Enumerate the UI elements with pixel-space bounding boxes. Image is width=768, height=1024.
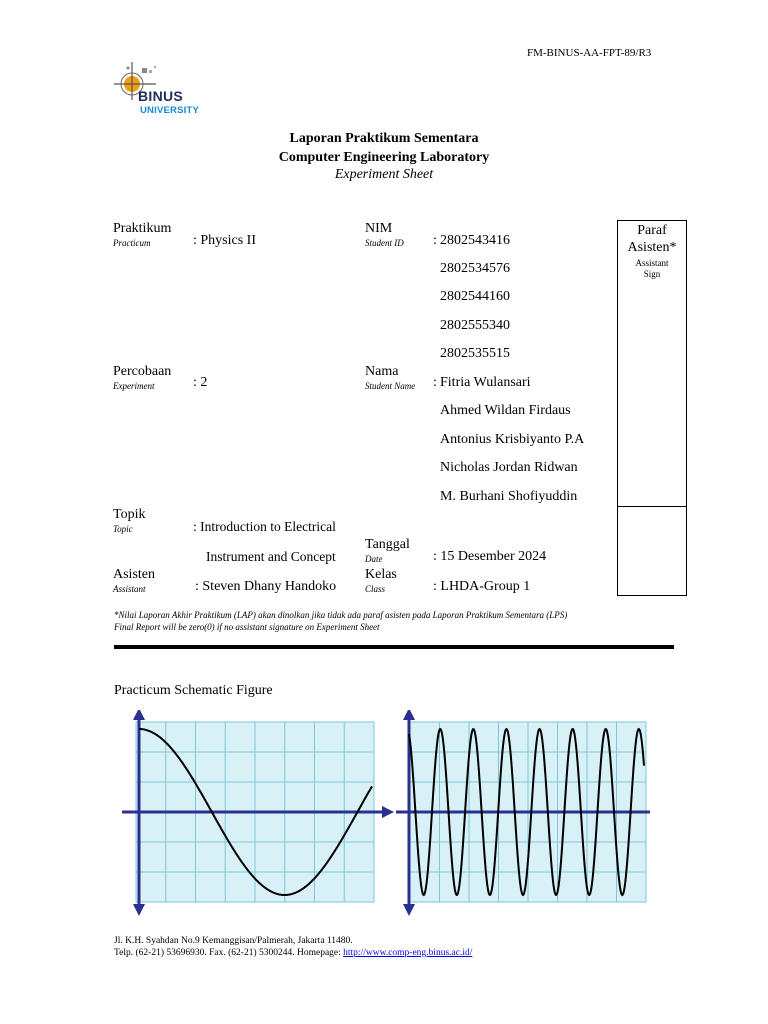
asisten-sublabel: Assistant [113,584,146,594]
schematic-figure [112,710,650,918]
right-y-axis-arrow-down [403,904,415,916]
left-x-axis-arrow [382,806,394,818]
homepage-link[interactable]: http://www.comp-eng.binus.ac.id/ [343,948,473,958]
waveform-graphs [112,710,650,918]
nim-value-2: 2802534576 [440,261,510,276]
tanggal-label: Tanggal [365,537,410,552]
schematic-title: Practicum Schematic Figure [114,683,273,698]
lab-name: Computer Engineering Laboratory [278,150,490,165]
sign-box-title-line2: Asisten* [627,240,677,255]
footer-contact-text: Telp. (62-21) 53696930. Fax. (62-21) 5300244. Homepage: [114,948,344,958]
nim-colon: : [433,233,437,248]
binus-logo [112,58,222,120]
left-y-axis-arrow-up [133,710,145,720]
nama-label: Nama [365,364,399,379]
footer-contact [114,948,472,958]
nim-value-3: 2802544160 [440,289,510,304]
topik-label: Topik [113,507,146,522]
sign-box-title-line1: Paraf [637,223,667,238]
nim-sublabel: Student ID [365,238,404,248]
right-y-axis-arrow-up [403,710,415,720]
praktikum-value: : Physics II [193,233,256,248]
asisten-value: : Steven Dhany Handoko [195,579,337,594]
nama-value-4: Nicholas Jordan Ridwan [440,460,578,475]
high-frequency-waveform-graph [396,710,650,916]
sign-box-sub-line2: Sign [643,269,661,279]
assistant-sign-box [617,220,687,596]
note-english: Final Report will be zero(0) if no assistant signature on Experiment Sheet [114,622,380,632]
note-indonesian: *Nilai Laporan Akhir Praktikum (LAP) akan dinolkan jika tidak ada paraf asisten pada Laporan Praktikum Sementara (LPS) [114,610,568,620]
nim-value-1: 2802543416 [440,233,510,248]
percobaan-value: : 2 [193,375,208,390]
report-title: Laporan Praktikum Sementara [289,131,479,146]
tanggal-value: : 15 Desember 2024 [433,549,547,564]
section-divider [114,645,674,649]
nim-value-4: 2802555340 [440,318,510,333]
form-code: FM-BINUS-AA-FPT-89/R3 [527,47,652,59]
asisten-label: Asisten [113,567,155,582]
logo-wordmark: BINUS [138,88,184,104]
topik-value-line1: : Introduction to Electrical [193,519,336,534]
sign-box-divider [618,506,686,507]
nama-value-1: Fitria Wulansari [440,375,531,390]
nama-colon: : [433,375,437,390]
nama-value-3: Antonius Krisbiyanto P.A [440,432,585,447]
nama-sublabel: Student Name [365,381,416,391]
left-y-axis-arrow-down [133,904,145,916]
kelas-value: : LHDA-Group 1 [433,579,531,594]
logo-subtitle: UNIVERSITY [140,105,200,116]
praktikum-sublabel: Practicum [113,238,151,248]
topik-value-line2: Instrument and Concept [206,549,336,564]
kelas-label: Kelas [365,567,397,582]
percobaan-sublabel: Experiment [113,381,155,391]
footer-address: Jl. K.H. Syahdan No.9 Kemanggisan/Palmerah, Jakarta 11480. [114,936,353,946]
tanggal-sublabel: Date [365,554,383,564]
topik-sublabel: Topic [113,524,133,534]
sheet-subtitle: Experiment Sheet [334,167,434,182]
praktikum-label: Praktikum [113,221,172,236]
nama-value-2: Ahmed Wildan Firdaus [440,403,571,418]
nama-value-5: M. Burhani Shofiyuddin [440,489,578,504]
kelas-sublabel: Class [365,584,386,594]
percobaan-label: Percobaan [113,364,172,379]
nim-value-5: 2802535515 [440,346,510,361]
sign-box-sub-line1: Assistant [635,258,669,268]
nim-label: NIM [365,221,393,236]
low-frequency-waveform-graph [122,710,394,916]
